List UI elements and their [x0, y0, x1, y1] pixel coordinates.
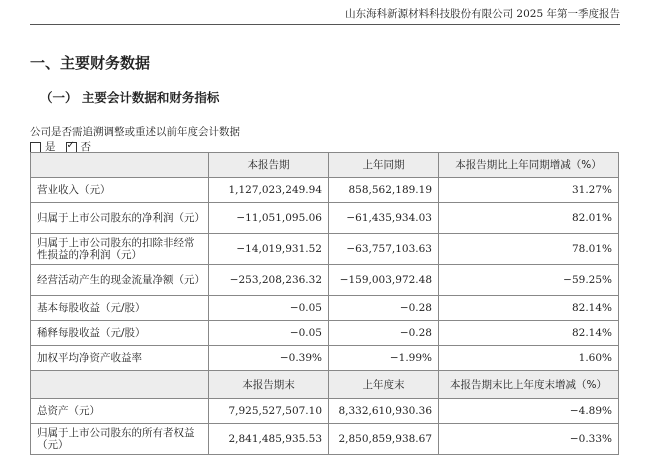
page-header [30, 0, 620, 25]
cell-value: 2,850,859,938.67 [329, 424, 439, 455]
cell-value: −14,019,931.52 [209, 234, 329, 265]
column-header: 本报告期末 [209, 371, 329, 399]
cell-value: 31.27% [439, 178, 619, 203]
column-header [31, 371, 209, 399]
cell-value: 82.01% [439, 203, 619, 234]
column-header: 本报告期末比上年度末增减（%） [439, 371, 619, 399]
cell-value: −1.99% [329, 346, 439, 371]
cell-value: −4.89% [439, 399, 619, 424]
cell-value: 1.60% [439, 346, 619, 371]
cell-value: −0.05 [209, 321, 329, 346]
cell-value: −61,435,934.03 [329, 203, 439, 234]
table-row [31, 234, 619, 265]
section-title: 一、主要财务数据 [30, 54, 151, 72]
cell-value: −63,757,103.63 [329, 234, 439, 265]
row-label: 总资产（元） [31, 399, 209, 424]
table-header-row [31, 153, 619, 178]
row-label: 营业收入（元） [31, 178, 209, 203]
table-row [31, 296, 619, 321]
table-row [31, 178, 619, 203]
cell-value: 7,925,527,507.10 [209, 399, 329, 424]
cell-value: −59.25% [439, 265, 619, 296]
column-header: 上年度末 [329, 371, 439, 399]
no-label: 否 [80, 141, 91, 153]
table-row [31, 203, 619, 234]
section-subtitle: （一） 主要会计数据和财务指标 [40, 90, 220, 105]
row-label: 基本每股收益（元/股） [31, 296, 209, 321]
column-header [31, 153, 209, 178]
column-header: 上年同期 [329, 153, 439, 178]
financial-data-table [30, 152, 619, 455]
row-label: 经营活动产生的现金流量净额（元） [31, 265, 209, 296]
cell-value: 1,127,023,249.94 [209, 178, 329, 203]
row-label: 加权平均净资产收益率 [31, 346, 209, 371]
retro-adjust-question: 公司是否需追溯调整或重述以前年度会计数据 [30, 126, 240, 138]
table-row [31, 399, 619, 424]
cell-value: −0.28 [329, 321, 439, 346]
cell-value: 8,332,610,930.36 [329, 399, 439, 424]
cell-value: −11,051,095.06 [209, 203, 329, 234]
table-header-row [31, 371, 619, 399]
cell-value: 82.14% [439, 296, 619, 321]
cell-value: 2,841,485,935.53 [209, 424, 329, 455]
cell-value: 82.14% [439, 321, 619, 346]
row-label: 稀释每股收益（元/股） [31, 321, 209, 346]
column-header: 本报告期比上年同期增减（%） [439, 153, 619, 178]
cell-value: −0.28 [329, 296, 439, 321]
row-label: 归属于上市公司股东的扣除非经常性损益的净利润（元） [31, 234, 209, 265]
cell-value: −159,003,972.48 [329, 265, 439, 296]
table-row [31, 265, 619, 296]
report-header-title: 山东海科新源材料科技股份有限公司 2025 年第一季度报告 [345, 8, 620, 20]
table-row [31, 321, 619, 346]
cell-value: −0.05 [209, 296, 329, 321]
table-row [31, 346, 619, 371]
table-row [31, 424, 619, 455]
cell-value: −0.33% [439, 424, 619, 455]
cell-value: −0.39% [209, 346, 329, 371]
row-label: 归属于上市公司股东的净利润（元） [31, 203, 209, 234]
row-label: 归属于上市公司股东的所有者权益（元） [31, 424, 209, 455]
column-header: 本报告期 [209, 153, 329, 178]
cell-value: 858,562,189.19 [329, 178, 439, 203]
cell-value: 78.01% [439, 234, 619, 265]
yes-label: 是 [45, 141, 56, 153]
cell-value: −253,208,236.32 [209, 265, 329, 296]
